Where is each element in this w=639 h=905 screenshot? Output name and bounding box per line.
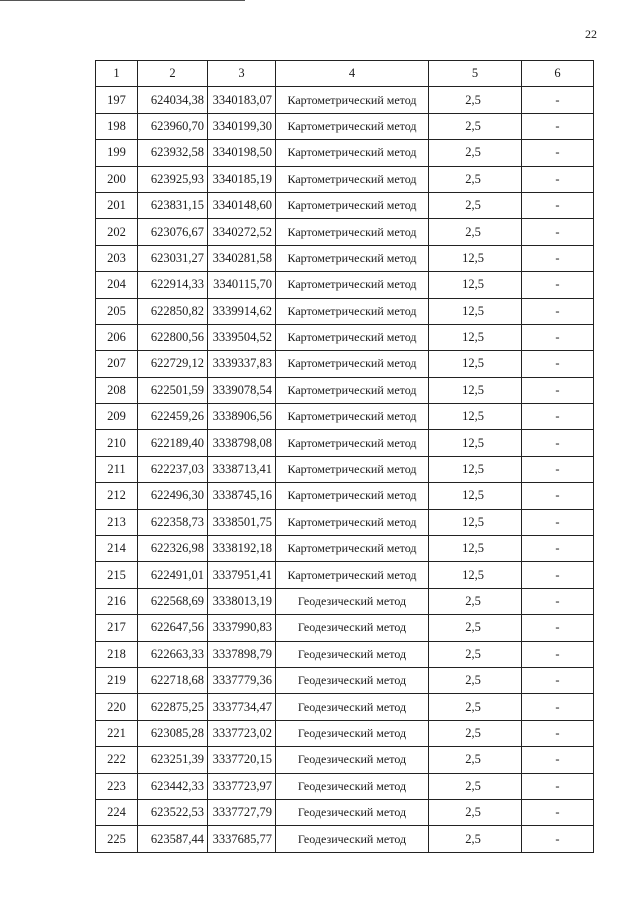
x-coordinate-cell: 622718,68 (138, 667, 208, 693)
y-coordinate-cell: 3337779,36 (208, 667, 276, 693)
point-number-cell: 199 (96, 140, 138, 166)
point-number-cell: 223 (96, 773, 138, 799)
accuracy-cell: 12,5 (429, 272, 522, 298)
point-number-cell: 200 (96, 166, 138, 192)
method-cell: Картометрический метод (276, 536, 429, 562)
x-coordinate-cell: 622326,98 (138, 536, 208, 562)
note-cell: - (522, 245, 594, 271)
x-coordinate-cell: 622237,03 (138, 456, 208, 482)
point-number-cell: 211 (96, 456, 138, 482)
table-header-row (96, 61, 594, 87)
method-cell: Картометрический метод (276, 324, 429, 350)
note-cell: - (522, 536, 594, 562)
table-row (96, 192, 594, 218)
y-coordinate-cell: 3338798,08 (208, 430, 276, 456)
method-cell: Геодезический метод (276, 747, 429, 773)
method-cell: Картометрический метод (276, 113, 429, 139)
column-header: 5 (429, 61, 522, 87)
note-cell: - (522, 192, 594, 218)
note-cell: - (522, 667, 594, 693)
y-coordinate-cell: 3338906,56 (208, 404, 276, 430)
x-coordinate-cell: 622875,25 (138, 694, 208, 720)
accuracy-cell: 2,5 (429, 720, 522, 746)
point-number-cell: 210 (96, 430, 138, 456)
note-cell: - (522, 404, 594, 430)
accuracy-cell: 12,5 (429, 483, 522, 509)
accuracy-cell: 2,5 (429, 588, 522, 614)
y-coordinate-cell: 3340198,50 (208, 140, 276, 166)
x-coordinate-cell: 622189,40 (138, 430, 208, 456)
table-row (96, 588, 594, 614)
note-cell: - (522, 456, 594, 482)
note-cell: - (522, 113, 594, 139)
x-coordinate-cell: 622459,26 (138, 404, 208, 430)
top-rule (0, 0, 245, 1)
note-cell: - (522, 219, 594, 245)
x-coordinate-cell: 622647,56 (138, 615, 208, 641)
table-row (96, 747, 594, 773)
x-coordinate-cell: 622501,59 (138, 377, 208, 403)
table-row (96, 404, 594, 430)
y-coordinate-cell: 3340183,07 (208, 87, 276, 113)
column-header: 1 (96, 61, 138, 87)
note-cell: - (522, 826, 594, 852)
point-number-cell: 225 (96, 826, 138, 852)
x-coordinate-cell: 623831,15 (138, 192, 208, 218)
column-header: 3 (208, 61, 276, 87)
accuracy-cell: 12,5 (429, 404, 522, 430)
table-row (96, 456, 594, 482)
point-number-cell: 215 (96, 562, 138, 588)
y-coordinate-cell: 3339078,54 (208, 377, 276, 403)
y-coordinate-cell: 3337990,83 (208, 615, 276, 641)
x-coordinate-cell: 622568,69 (138, 588, 208, 614)
note-cell: - (522, 773, 594, 799)
coordinates-table (95, 60, 594, 853)
x-coordinate-cell: 622491,01 (138, 562, 208, 588)
point-number-cell: 209 (96, 404, 138, 430)
y-coordinate-cell: 3338713,41 (208, 456, 276, 482)
accuracy-cell: 2,5 (429, 615, 522, 641)
accuracy-cell: 2,5 (429, 219, 522, 245)
table-row (96, 272, 594, 298)
table-row (96, 219, 594, 245)
note-cell: - (522, 641, 594, 667)
point-number-cell: 197 (96, 87, 138, 113)
accuracy-cell: 2,5 (429, 826, 522, 852)
point-number-cell: 206 (96, 324, 138, 350)
table-row (96, 483, 594, 509)
point-number-cell: 222 (96, 747, 138, 773)
table-row (96, 615, 594, 641)
table-row (96, 826, 594, 852)
note-cell: - (522, 720, 594, 746)
point-number-cell: 218 (96, 641, 138, 667)
accuracy-cell: 2,5 (429, 140, 522, 166)
method-cell: Геодезический метод (276, 588, 429, 614)
y-coordinate-cell: 3338013,19 (208, 588, 276, 614)
x-coordinate-cell: 622850,82 (138, 298, 208, 324)
y-coordinate-cell: 3337723,02 (208, 720, 276, 746)
x-coordinate-cell: 622800,56 (138, 324, 208, 350)
point-number-cell: 213 (96, 509, 138, 535)
column-header: 6 (522, 61, 594, 87)
x-coordinate-cell: 623076,67 (138, 219, 208, 245)
y-coordinate-cell: 3337685,77 (208, 826, 276, 852)
x-coordinate-cell: 623587,44 (138, 826, 208, 852)
accuracy-cell: 2,5 (429, 641, 522, 667)
point-number-cell: 216 (96, 588, 138, 614)
note-cell: - (522, 324, 594, 350)
accuracy-cell: 12,5 (429, 377, 522, 403)
table-row (96, 799, 594, 825)
note-cell: - (522, 588, 594, 614)
accuracy-cell: 12,5 (429, 324, 522, 350)
x-coordinate-cell: 623960,70 (138, 113, 208, 139)
method-cell: Картометрический метод (276, 140, 429, 166)
table-body (96, 87, 594, 852)
y-coordinate-cell: 3337898,79 (208, 641, 276, 667)
y-coordinate-cell: 3340115,70 (208, 272, 276, 298)
y-coordinate-cell: 3337951,41 (208, 562, 276, 588)
method-cell: Картометрический метод (276, 351, 429, 377)
method-cell: Картометрический метод (276, 245, 429, 271)
x-coordinate-cell: 623522,53 (138, 799, 208, 825)
x-coordinate-cell: 622496,30 (138, 483, 208, 509)
point-number-cell: 203 (96, 245, 138, 271)
y-coordinate-cell: 3339504,52 (208, 324, 276, 350)
table-row (96, 351, 594, 377)
table-row (96, 113, 594, 139)
table-row (96, 324, 594, 350)
point-number-cell: 221 (96, 720, 138, 746)
point-number-cell: 220 (96, 694, 138, 720)
accuracy-cell: 2,5 (429, 694, 522, 720)
method-cell: Картометрический метод (276, 562, 429, 588)
note-cell: - (522, 615, 594, 641)
note-cell: - (522, 377, 594, 403)
y-coordinate-cell: 3339337,83 (208, 351, 276, 377)
method-cell: Картометрический метод (276, 377, 429, 403)
note-cell: - (522, 166, 594, 192)
accuracy-cell: 2,5 (429, 113, 522, 139)
method-cell: Картометрический метод (276, 509, 429, 535)
table-row (96, 166, 594, 192)
point-number-cell: 212 (96, 483, 138, 509)
method-cell: Картометрический метод (276, 87, 429, 113)
note-cell: - (522, 351, 594, 377)
y-coordinate-cell: 3338501,75 (208, 509, 276, 535)
x-coordinate-cell: 622914,33 (138, 272, 208, 298)
accuracy-cell: 12,5 (429, 245, 522, 271)
note-cell: - (522, 562, 594, 588)
accuracy-cell: 2,5 (429, 773, 522, 799)
method-cell: Геодезический метод (276, 799, 429, 825)
accuracy-cell: 2,5 (429, 747, 522, 773)
method-cell: Геодезический метод (276, 694, 429, 720)
accuracy-cell: 12,5 (429, 456, 522, 482)
note-cell: - (522, 799, 594, 825)
method-cell: Геодезический метод (276, 667, 429, 693)
accuracy-cell: 12,5 (429, 298, 522, 324)
accuracy-cell: 12,5 (429, 430, 522, 456)
note-cell: - (522, 87, 594, 113)
accuracy-cell: 12,5 (429, 562, 522, 588)
method-cell: Картометрический метод (276, 430, 429, 456)
table-row (96, 140, 594, 166)
point-number-cell: 219 (96, 667, 138, 693)
x-coordinate-cell: 623442,33 (138, 773, 208, 799)
y-coordinate-cell: 3338745,16 (208, 483, 276, 509)
accuracy-cell: 12,5 (429, 351, 522, 377)
method-cell: Геодезический метод (276, 641, 429, 667)
y-coordinate-cell: 3340281,58 (208, 245, 276, 271)
y-coordinate-cell: 3339914,62 (208, 298, 276, 324)
accuracy-cell: 2,5 (429, 87, 522, 113)
point-number-cell: 214 (96, 536, 138, 562)
method-cell: Геодезический метод (276, 720, 429, 746)
point-number-cell: 217 (96, 615, 138, 641)
method-cell: Геодезический метод (276, 773, 429, 799)
method-cell: Картометрический метод (276, 272, 429, 298)
y-coordinate-cell: 3340148,60 (208, 192, 276, 218)
method-cell: Картометрический метод (276, 404, 429, 430)
accuracy-cell: 2,5 (429, 192, 522, 218)
page-number: 22 (585, 27, 597, 41)
x-coordinate-cell: 623085,28 (138, 720, 208, 746)
note-cell: - (522, 509, 594, 535)
note-cell: - (522, 140, 594, 166)
y-coordinate-cell: 3337723,97 (208, 773, 276, 799)
point-number-cell: 224 (96, 799, 138, 825)
column-header: 4 (276, 61, 429, 87)
y-coordinate-cell: 3338192,18 (208, 536, 276, 562)
table-row (96, 377, 594, 403)
table-row (96, 562, 594, 588)
point-number-cell: 198 (96, 113, 138, 139)
y-coordinate-cell: 3340199,30 (208, 113, 276, 139)
point-number-cell: 208 (96, 377, 138, 403)
note-cell: - (522, 483, 594, 509)
y-coordinate-cell: 3337720,15 (208, 747, 276, 773)
table-row (96, 720, 594, 746)
method-cell: Картометрический метод (276, 298, 429, 324)
accuracy-cell: 2,5 (429, 667, 522, 693)
table-row (96, 667, 594, 693)
y-coordinate-cell: 3340272,52 (208, 219, 276, 245)
x-coordinate-cell: 622729,12 (138, 351, 208, 377)
column-header: 2 (138, 61, 208, 87)
method-cell: Картометрический метод (276, 192, 429, 218)
x-coordinate-cell: 624034,38 (138, 87, 208, 113)
note-cell: - (522, 694, 594, 720)
table-row (96, 536, 594, 562)
accuracy-cell: 2,5 (429, 799, 522, 825)
y-coordinate-cell: 3337734,47 (208, 694, 276, 720)
note-cell: - (522, 747, 594, 773)
point-number-cell: 207 (96, 351, 138, 377)
method-cell: Картометрический метод (276, 166, 429, 192)
point-number-cell: 201 (96, 192, 138, 218)
method-cell: Геодезический метод (276, 615, 429, 641)
table-row (96, 430, 594, 456)
table-row (96, 87, 594, 113)
method-cell: Картометрический метод (276, 219, 429, 245)
method-cell: Картометрический метод (276, 456, 429, 482)
method-cell: Картометрический метод (276, 483, 429, 509)
x-coordinate-cell: 622358,73 (138, 509, 208, 535)
x-coordinate-cell: 623925,93 (138, 166, 208, 192)
y-coordinate-cell: 3337727,79 (208, 799, 276, 825)
x-coordinate-cell: 623251,39 (138, 747, 208, 773)
table-row (96, 773, 594, 799)
note-cell: - (522, 298, 594, 324)
table-row (96, 641, 594, 667)
table-row (96, 509, 594, 535)
table-row (96, 298, 594, 324)
x-coordinate-cell: 622663,33 (138, 641, 208, 667)
x-coordinate-cell: 623031,27 (138, 245, 208, 271)
table-row (96, 694, 594, 720)
accuracy-cell: 12,5 (429, 509, 522, 535)
note-cell: - (522, 430, 594, 456)
note-cell: - (522, 272, 594, 298)
y-coordinate-cell: 3340185,19 (208, 166, 276, 192)
method-cell: Геодезический метод (276, 826, 429, 852)
point-number-cell: 205 (96, 298, 138, 324)
table-row (96, 245, 594, 271)
point-number-cell: 202 (96, 219, 138, 245)
point-number-cell: 204 (96, 272, 138, 298)
x-coordinate-cell: 623932,58 (138, 140, 208, 166)
accuracy-cell: 2,5 (429, 166, 522, 192)
accuracy-cell: 12,5 (429, 536, 522, 562)
